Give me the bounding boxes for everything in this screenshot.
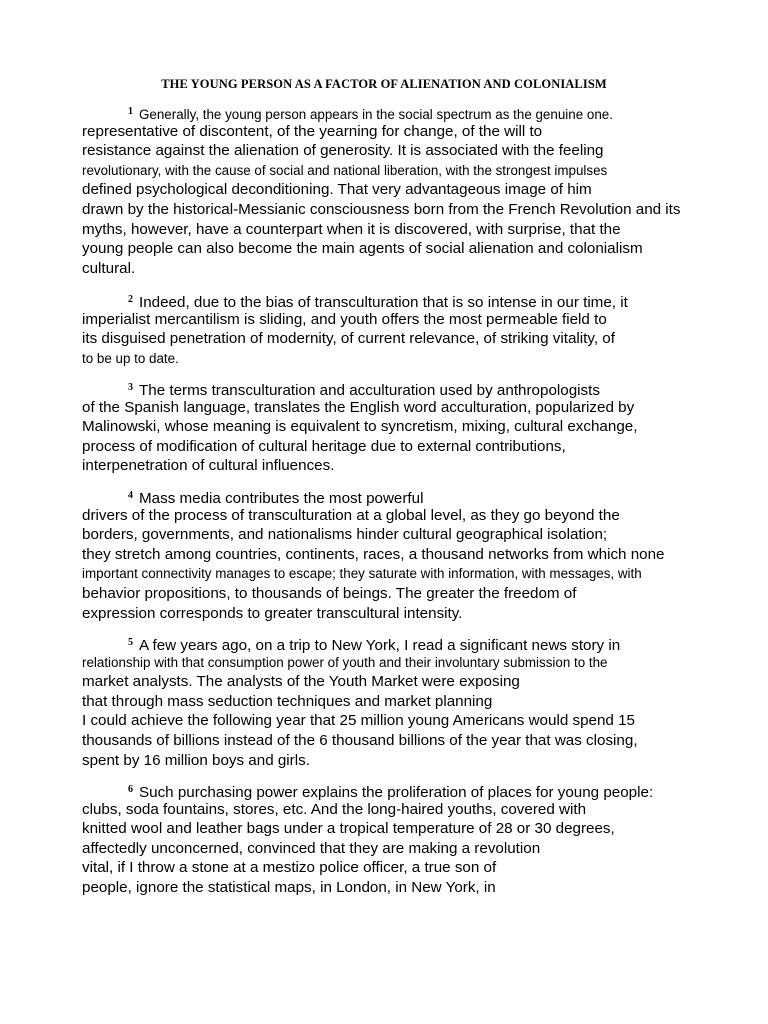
paragraph-line: drawn by the historical-Messianic consciousness born from the French Revolution and its	[82, 200, 681, 218]
paragraph-line	[82, 378, 752, 398]
paragraph-line: market analysts. The analysts of the Youth Market were exposing	[82, 673, 520, 691]
paragraph-line	[82, 102, 752, 122]
paragraph-5	[82, 633, 752, 770]
paragraph-line: clubs, soda fountains, stores, etc. And the long-haired youths, covered with	[82, 800, 587, 818]
paragraph-line: important connectivity manages to escape; they saturate with information, with messages, with	[82, 566, 642, 582]
paragraph-text: A few years ago, on a trip to New York, I read a significant news story in	[139, 637, 621, 654]
paragraph-line: behavior propositions, to thousands of beings. The greater the freedom of	[82, 584, 577, 602]
paragraph-line: expression corresponds to greater transcultural intensity.	[82, 604, 463, 622]
paragraph-line: spent by 16 million boys and girls.	[82, 751, 310, 769]
paragraph-number: 1	[128, 106, 133, 117]
paragraph-line: to be up to date.	[82, 350, 179, 366]
paragraph-number: 4	[128, 490, 133, 501]
paragraph-line: people, ignore the statistical maps, in London, in New York, in	[82, 878, 496, 896]
paragraph-line: interpenetration of cultural influences.	[82, 457, 335, 475]
paragraph-number: 5	[128, 637, 133, 648]
paragraph-line: vital, if I throw a stone at a mestizo police officer, a true son of	[82, 859, 497, 877]
paragraph-line: myths, however, have a counterpart when it is discovered, with surprise, that the	[82, 220, 621, 238]
paragraph-line	[82, 486, 752, 506]
paragraph-number: 2	[128, 294, 133, 305]
paragraph-line: young people can also become the main agents of social alienation and colonialism	[82, 240, 643, 258]
paragraph-text: Mass media contributes the most powerful	[139, 490, 424, 507]
paragraph-line: representative of discontent, of the yearning for change, of the will to	[82, 122, 543, 140]
paragraph-line: thousands of billions instead of the 6 thousand billions of the year that was closing,	[82, 731, 638, 749]
paragraph-line: drivers of the process of transculturation at a global level, as they go beyond the	[82, 506, 620, 524]
paragraph-6	[82, 780, 752, 898]
paragraph-line: borders, governments, and nationalisms hinder cultural geographical isolation;	[82, 526, 608, 544]
paragraph-line: I could achieve the following year that 25 million young Americans would spend 15	[82, 712, 635, 730]
paragraph-number: 3	[128, 382, 133, 393]
paragraph-line: resistance against the alienation of generosity. It is associated with the feeling	[82, 142, 604, 160]
paragraph-line: cultural.	[82, 259, 136, 277]
paragraph-line: defined psychological deconditioning. That very advantageous image of him	[82, 181, 592, 199]
paragraph-text: Indeed, due to the bias of transculturation that is so intense in our time, it	[139, 294, 628, 311]
paragraph-text: The terms transculturation and acculturation used by anthropologists	[139, 382, 600, 399]
paragraph-line: imperialist mercantilism is sliding, and youth offers the most permeable field to	[82, 310, 607, 328]
paragraph-line: relationship with that consumption power of youth and their involuntary submission to the	[82, 654, 608, 670]
paragraph-3	[82, 378, 752, 476]
document-title: THE YOUNG PERSON AS A FACTOR OF ALIENATION AND COLONIALISM	[161, 77, 607, 91]
paragraph-line: process of modification of cultural heritage due to external contributions,	[82, 437, 566, 455]
paragraph-text: Such purchasing power explains the proliferation of places for young people:	[139, 784, 654, 801]
paragraph-line: that through mass seduction techniques and market planning	[82, 692, 493, 710]
paragraph-4	[82, 486, 752, 623]
paragraph-line: revolutionary, with the cause of social and national liberation, with the strongest impulses	[82, 162, 608, 178]
paragraph-line	[82, 780, 752, 800]
paragraph-line: affectedly unconcerned, convinced that they are making a revolution	[82, 839, 541, 857]
paragraph-line	[82, 290, 752, 310]
paragraph-line: of the Spanish language, translates the English word acculturation, popularized by	[82, 398, 635, 416]
paragraph-text: Generally, the young person appears in the social spectrum as the genuine one.	[139, 107, 613, 122]
paragraph-line	[82, 633, 752, 653]
paragraph-number: 6	[128, 784, 133, 795]
paragraph-line: Malinowski, whose meaning is equivalent to syncretism, mixing, cultural exchange,	[82, 418, 638, 436]
paragraph-1	[82, 102, 752, 278]
paragraph-line: they stretch among countries, continents, races, a thousand networks from which none	[82, 545, 665, 563]
paragraph-2	[82, 290, 752, 368]
paragraph-line: its disguised penetration of modernity, of current relevance, of striking vitality, of	[82, 330, 615, 348]
paragraph-line: knitted wool and leather bags under a tropical temperature of 28 or 30 degrees,	[82, 820, 615, 838]
